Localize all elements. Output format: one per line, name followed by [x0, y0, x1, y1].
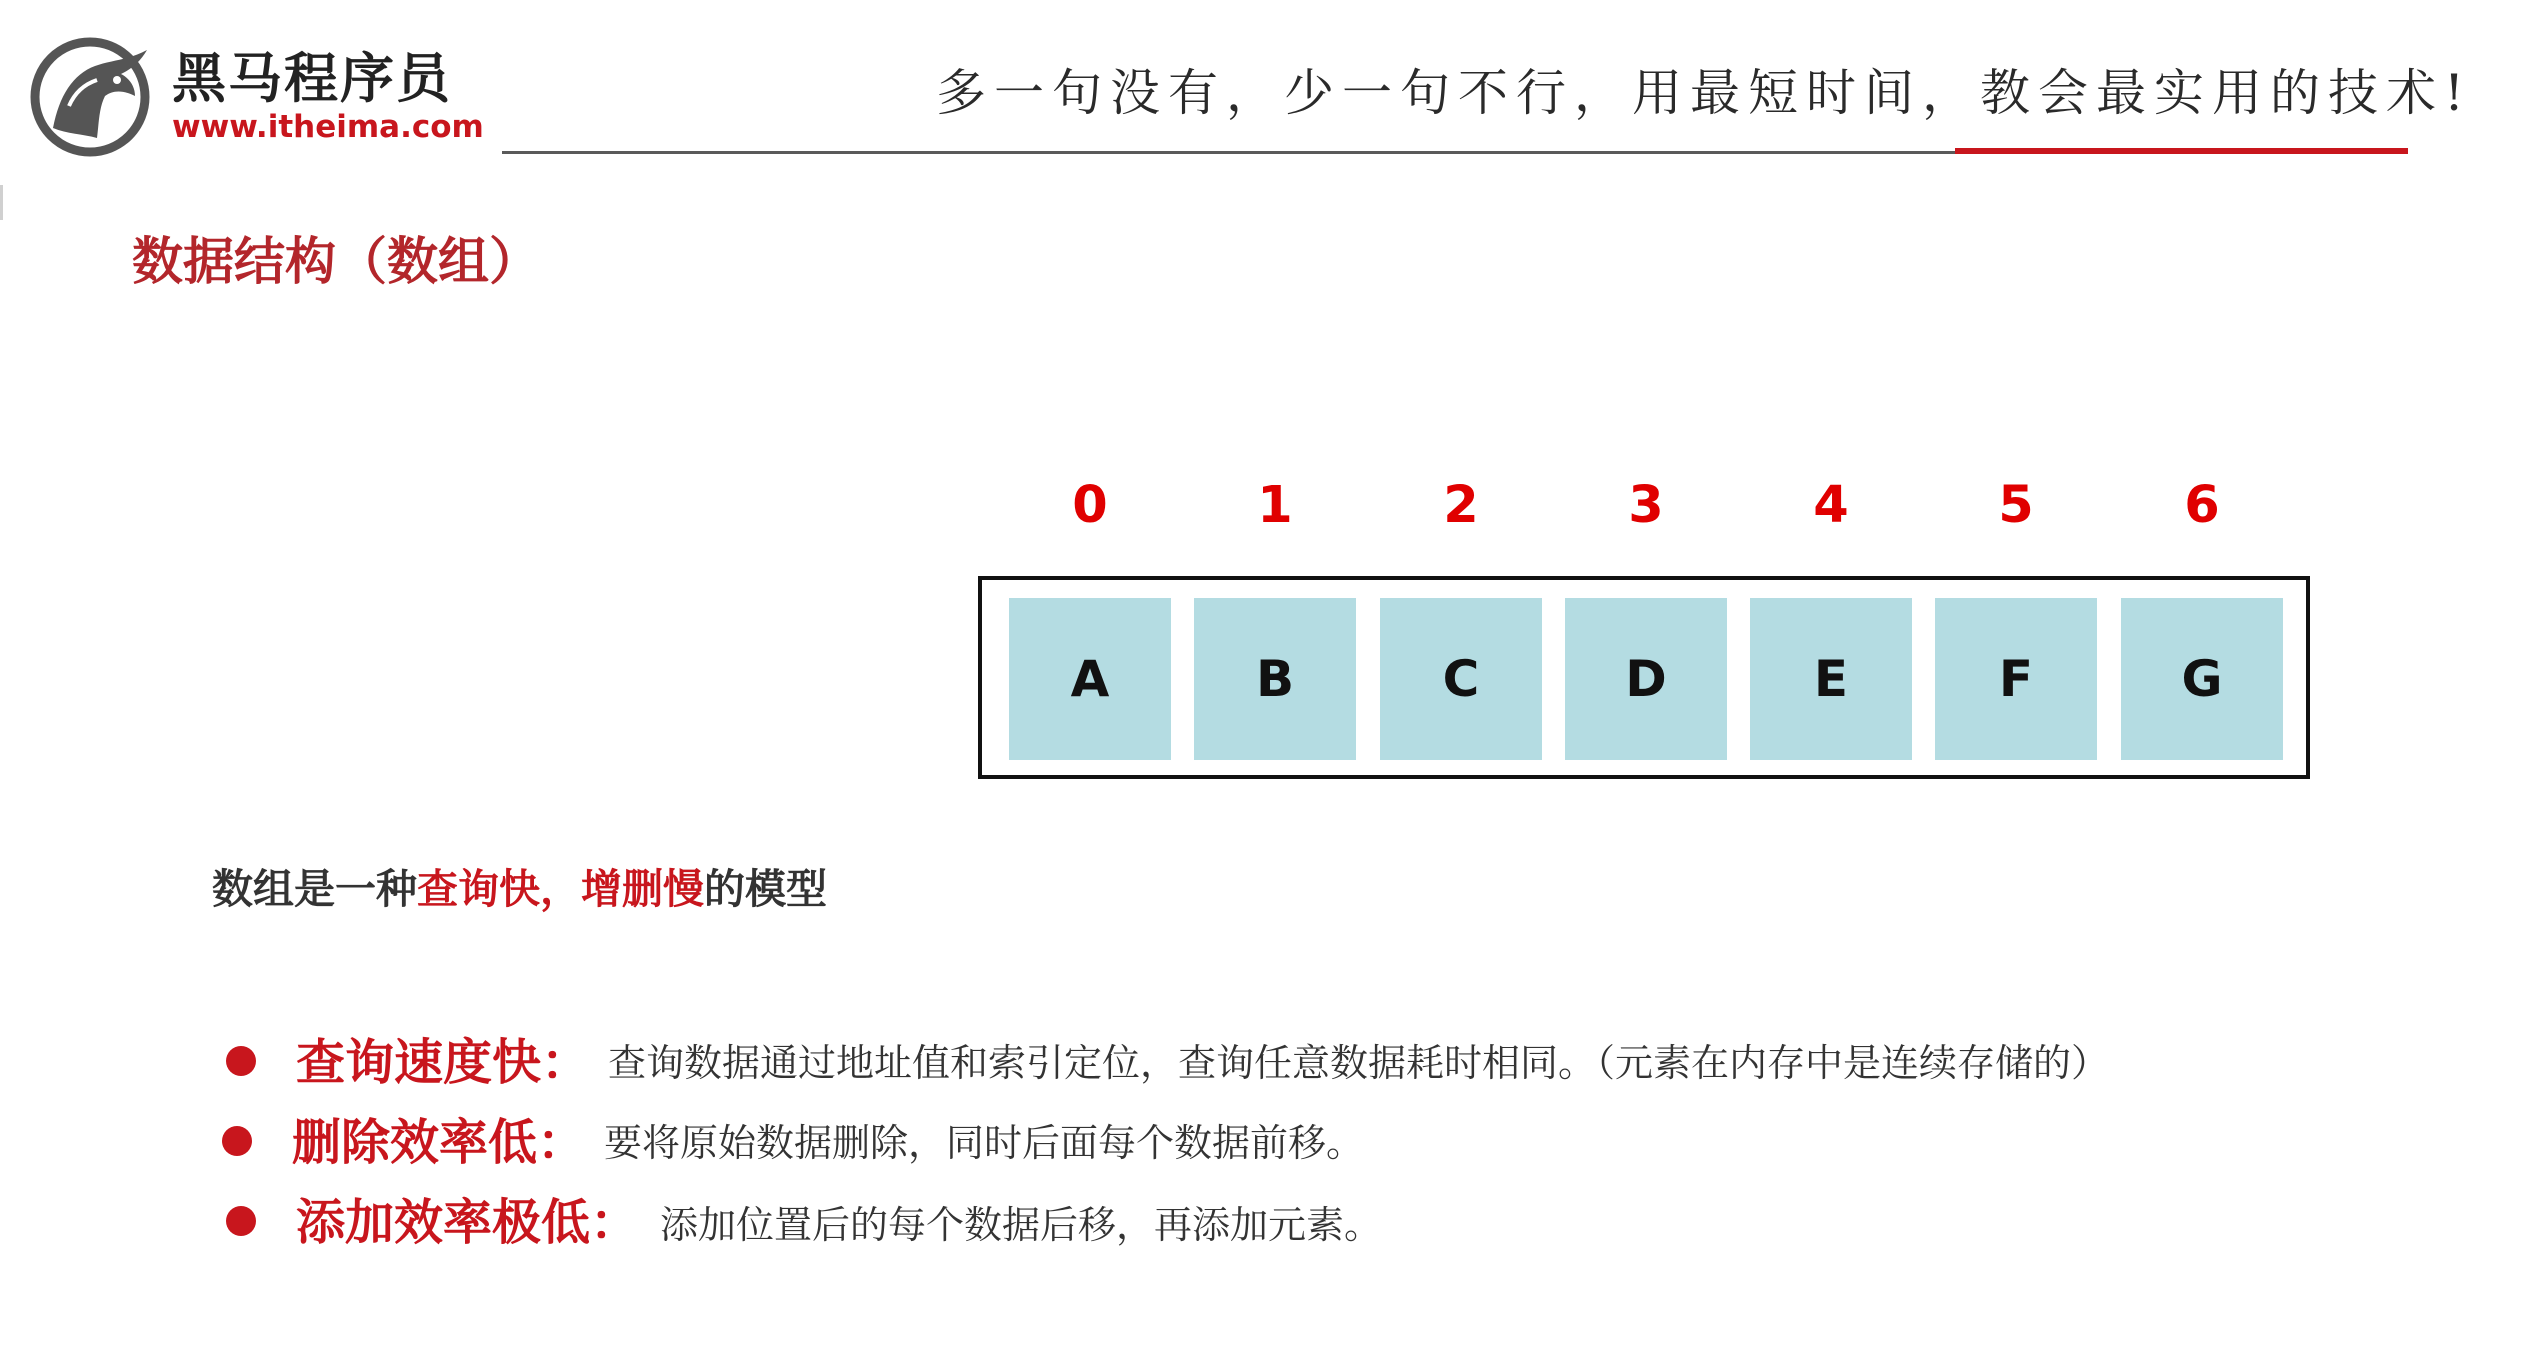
- summary-sentence: [212, 865, 827, 913]
- bullet-heading: 删除效率低：: [292, 1114, 587, 1171]
- header-divider: [502, 151, 1955, 154]
- array-index: 2: [1443, 476, 1479, 535]
- array-cell: G: [2121, 598, 2283, 760]
- horse-logo-icon: [25, 30, 165, 160]
- bullet-dot-icon: [226, 1206, 256, 1236]
- summary-prefix: 数组是一种: [212, 865, 417, 913]
- array-cell: D: [1565, 598, 1727, 760]
- slide-title: 数据结构（数组）: [132, 233, 541, 292]
- array-index: 6: [2184, 476, 2220, 535]
- array-index: 4: [1813, 476, 1849, 535]
- array-index: 0: [1072, 476, 1108, 535]
- header-divider-accent: [1955, 148, 2408, 154]
- edge-mark: [0, 185, 3, 220]
- array-index: 5: [1998, 476, 2034, 535]
- summary-highlight: 查询快，增删慢: [417, 865, 704, 913]
- bullet-dot-icon: [226, 1046, 256, 1076]
- header-slogan: 多一句没有，少一句不行，用最短时间，教会最实用的技术!: [936, 64, 2473, 122]
- array-cell: E: [1750, 598, 1912, 760]
- bullet-text: 添加位置后的每个数据后移，再添加元素。: [660, 1203, 1383, 1247]
- bullet-heading: 添加效率极低：: [296, 1194, 640, 1251]
- array-index: 1: [1257, 476, 1293, 535]
- summary-suffix: 的模型: [704, 865, 827, 913]
- bullet-text: 要将原始数据删除，同时后面每个数据前移。: [604, 1121, 1365, 1165]
- bullet-text: 查询数据通过地址值和索引定位，查询任意数据耗时相同。（元素在内存中是连续存储的）: [608, 1041, 2110, 1085]
- brand-name: 黑马程序员: [172, 47, 452, 110]
- array-cell: A: [1009, 598, 1171, 760]
- array-index: 3: [1628, 476, 1664, 535]
- array-cell: F: [1935, 598, 2097, 760]
- array-cell: C: [1380, 598, 1542, 760]
- array-cell: B: [1194, 598, 1356, 760]
- brand-url: www.itheima.com: [172, 109, 484, 145]
- bullet-dot-icon: [222, 1126, 252, 1156]
- bullet-heading: 查询速度快：: [296, 1034, 591, 1091]
